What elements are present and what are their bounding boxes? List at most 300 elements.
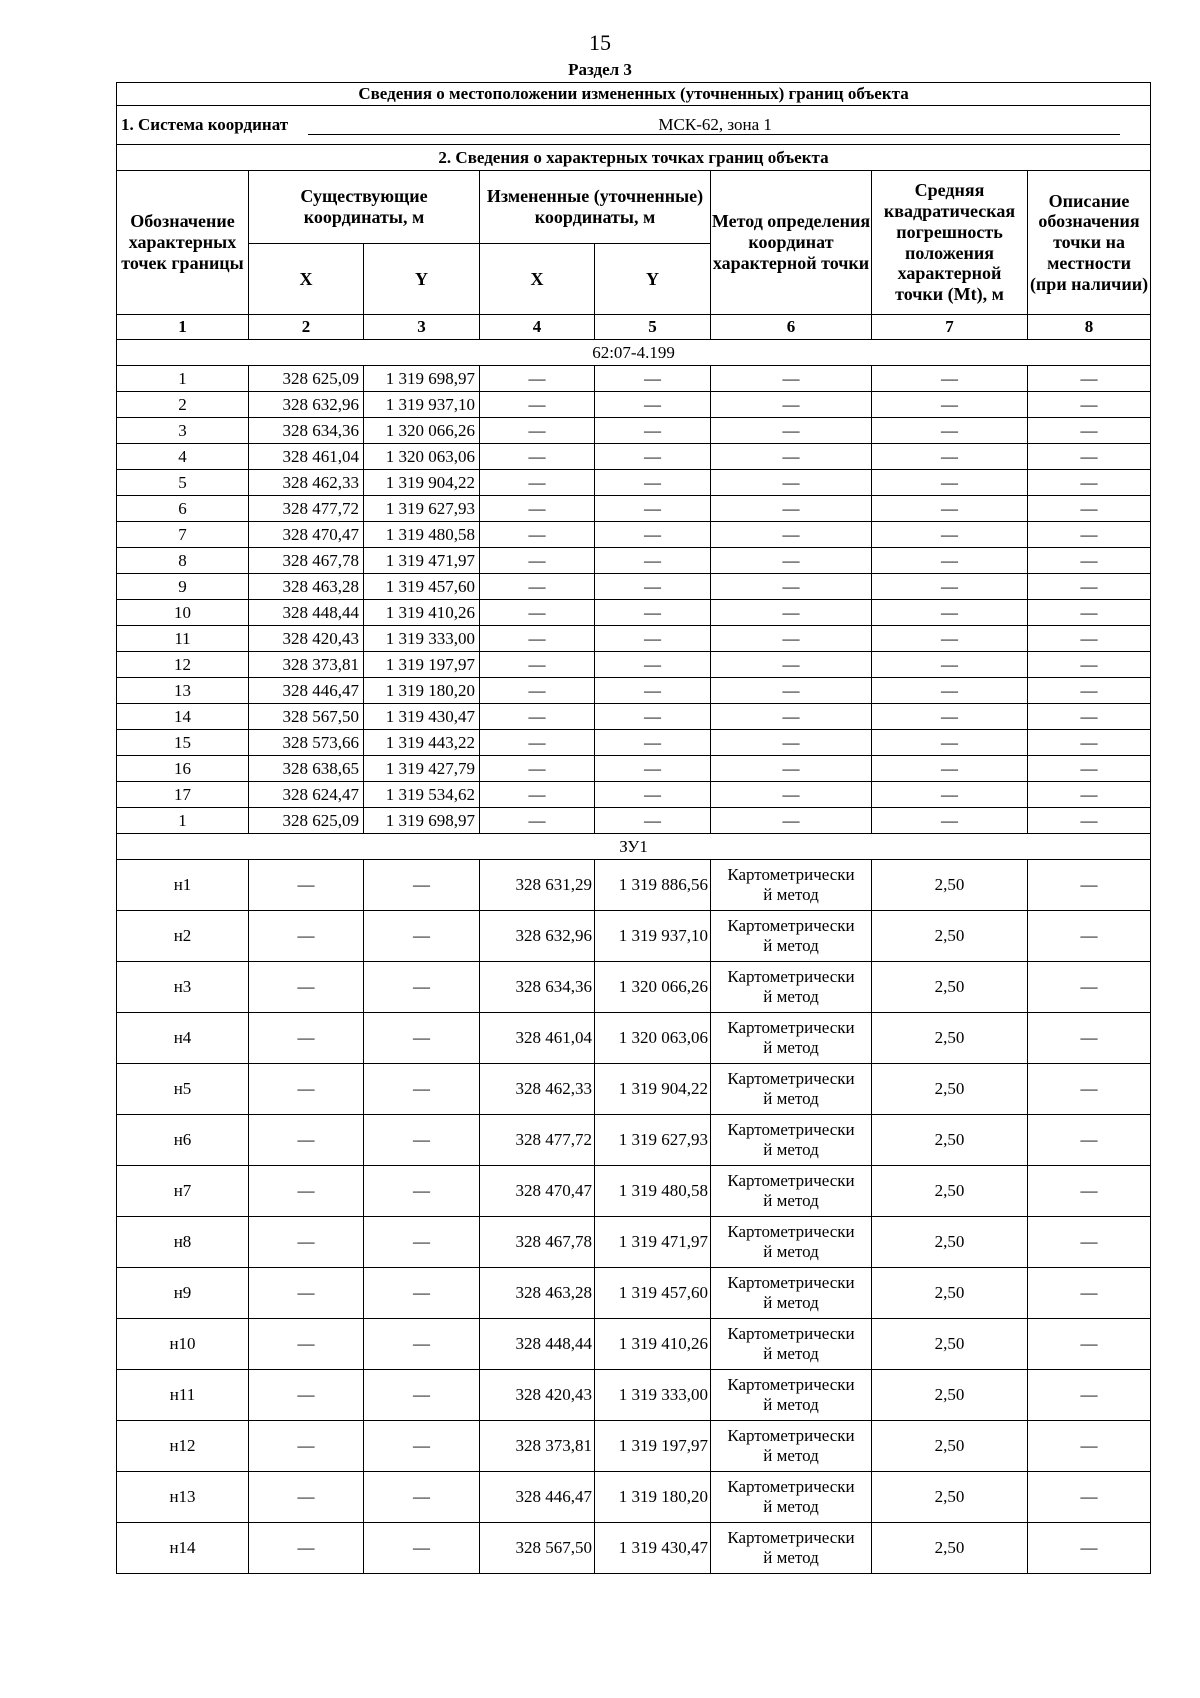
existing-y: — <box>364 1166 480 1217</box>
table-row <box>117 911 1151 962</box>
point-number: 5 <box>117 470 249 496</box>
mean-error: — <box>872 444 1028 470</box>
changed-y: — <box>595 782 711 808</box>
mean-error: — <box>872 678 1028 704</box>
mean-error: 2,50 <box>872 1268 1028 1319</box>
point-number: 11 <box>117 626 249 652</box>
mean-error: 2,50 <box>872 1319 1028 1370</box>
table-row <box>117 418 1151 444</box>
changed-y: 1 319 410,26 <box>595 1319 711 1370</box>
existing-y: 1 320 063,06 <box>364 444 480 470</box>
changed-y: — <box>595 392 711 418</box>
method: — <box>711 782 872 808</box>
changed-x: — <box>480 756 595 782</box>
description: — <box>1028 1319 1151 1370</box>
changed-x: — <box>480 366 595 392</box>
header-method: Метод определения координат характерной точки <box>711 171 872 315</box>
description: — <box>1028 911 1151 962</box>
table-row <box>117 522 1151 548</box>
method <box>711 1268 872 1319</box>
existing-x: — <box>249 1472 364 1523</box>
existing-x: 328 420,43 <box>249 626 364 652</box>
table-row <box>117 574 1151 600</box>
existing-y: 1 319 937,10 <box>364 392 480 418</box>
changed-x: — <box>480 730 595 756</box>
changed-x: 328 420,43 <box>480 1370 595 1421</box>
table-row <box>117 962 1151 1013</box>
changed-x: — <box>480 626 595 652</box>
existing-x: 328 567,50 <box>249 704 364 730</box>
method-line: Картометрически <box>727 1528 855 1548</box>
changed-x: 328 462,33 <box>480 1064 595 1115</box>
description: — <box>1028 730 1151 756</box>
description: — <box>1028 1421 1151 1472</box>
existing-x: — <box>249 1013 364 1064</box>
point-number: 16 <box>117 756 249 782</box>
method: — <box>711 392 872 418</box>
existing-x: 328 624,47 <box>249 782 364 808</box>
existing-y: 1 319 904,22 <box>364 470 480 496</box>
mean-error: — <box>872 808 1028 834</box>
existing-x: 328 462,33 <box>249 470 364 496</box>
description: — <box>1028 1472 1151 1523</box>
existing-y: 1 319 197,97 <box>364 652 480 678</box>
description: — <box>1028 1217 1151 1268</box>
column-number: 4 <box>480 315 595 340</box>
mean-error: — <box>872 756 1028 782</box>
existing-x: 328 448,44 <box>249 600 364 626</box>
page-number: 15 <box>589 30 611 55</box>
existing-y: 1 319 430,47 <box>364 704 480 730</box>
changed-x: — <box>480 392 595 418</box>
existing-x: — <box>249 1319 364 1370</box>
header-point-designation: Обозначение характерных точек границы <box>117 171 249 315</box>
method: — <box>711 496 872 522</box>
changed-y: 1 320 063,06 <box>595 1013 711 1064</box>
changed-y: 1 319 430,47 <box>595 1523 711 1574</box>
changed-x: — <box>480 704 595 730</box>
method-line: Картометрически <box>727 1222 855 1242</box>
method-line: Картометрически <box>727 1426 855 1446</box>
table-row <box>117 600 1151 626</box>
description: — <box>1028 366 1151 392</box>
existing-x: — <box>249 962 364 1013</box>
method <box>711 1319 872 1370</box>
method-line: й метод <box>763 1497 819 1516</box>
changed-y: 1 320 066,26 <box>595 962 711 1013</box>
existing-x: 328 373,81 <box>249 652 364 678</box>
changed-y: 1 319 333,00 <box>595 1370 711 1421</box>
existing-x: 328 446,47 <box>249 678 364 704</box>
column-number: 3 <box>364 315 480 340</box>
point-number: 15 <box>117 730 249 756</box>
existing-y: 1 319 180,20 <box>364 678 480 704</box>
group-name: 62:07-4.199 <box>117 340 1151 366</box>
method-line: Картометрически <box>727 967 855 987</box>
table-row <box>117 678 1151 704</box>
point-number: 7 <box>117 522 249 548</box>
existing-x: 328 632,96 <box>249 392 364 418</box>
changed-x: — <box>480 678 595 704</box>
table-row <box>117 1319 1151 1370</box>
changed-x: 328 373,81 <box>480 1421 595 1472</box>
table-row <box>117 366 1151 392</box>
changed-x: — <box>480 574 595 600</box>
column-number: 2 <box>249 315 364 340</box>
table-row <box>117 1268 1151 1319</box>
changed-x: 328 631,29 <box>480 860 595 911</box>
method <box>711 1166 872 1217</box>
description: — <box>1028 1370 1151 1421</box>
existing-y: — <box>364 1523 480 1574</box>
point-number: 14 <box>117 704 249 730</box>
mean-error: 2,50 <box>872 1115 1028 1166</box>
changed-y: 1 319 197,97 <box>595 1421 711 1472</box>
header-mean-error: Средняя квадратическая погрешность положения характерной точки (Mt), м <box>872 171 1028 315</box>
method-line: Картометрически <box>727 865 855 885</box>
changed-y: — <box>595 730 711 756</box>
point-number: 9 <box>117 574 249 600</box>
point-number: н3 <box>117 962 249 1013</box>
method-line: Картометрически <box>727 1324 855 1344</box>
method: — <box>711 522 872 548</box>
changed-y: — <box>595 522 711 548</box>
changed-x: 328 477,72 <box>480 1115 595 1166</box>
method-line: й метод <box>763 1344 819 1363</box>
method-line: Картометрически <box>727 1069 855 1089</box>
boundary-points-table <box>116 82 1151 1574</box>
existing-y: — <box>364 1472 480 1523</box>
coordinate-system-label: 1. Система координат <box>121 115 289 135</box>
group-name: ЗУ1 <box>117 834 1151 860</box>
existing-y: — <box>364 1064 480 1115</box>
mean-error: 2,50 <box>872 1523 1028 1574</box>
method-line: Картометрически <box>727 1018 855 1038</box>
method: — <box>711 470 872 496</box>
method-line: Картометрически <box>727 1171 855 1191</box>
method <box>711 962 872 1013</box>
table-row <box>117 1064 1151 1115</box>
changed-x: 328 448,44 <box>480 1319 595 1370</box>
method <box>711 1217 872 1268</box>
point-number: 4 <box>117 444 249 470</box>
table-row <box>117 1217 1151 1268</box>
existing-x: 328 625,09 <box>249 366 364 392</box>
method: — <box>711 704 872 730</box>
group-header-row <box>117 340 1151 366</box>
description: — <box>1028 418 1151 444</box>
header-changed-y: Y <box>595 244 711 315</box>
point-number: 6 <box>117 496 249 522</box>
description: — <box>1028 470 1151 496</box>
existing-x: — <box>249 1523 364 1574</box>
table-row <box>117 860 1151 911</box>
header-existing-x: X <box>249 244 364 315</box>
existing-y: — <box>364 1319 480 1370</box>
changed-y: — <box>595 652 711 678</box>
method-line: й метод <box>763 987 819 1006</box>
method: — <box>711 808 872 834</box>
method-line: Картометрически <box>727 1120 855 1140</box>
description: — <box>1028 704 1151 730</box>
header-description: Описание обозначения точки на местности (при наличии) <box>1028 171 1151 315</box>
changed-y: 1 319 904,22 <box>595 1064 711 1115</box>
method-line: й метод <box>763 1446 819 1465</box>
mean-error: — <box>872 652 1028 678</box>
existing-x: — <box>249 1064 364 1115</box>
existing-y: 1 319 457,60 <box>364 574 480 600</box>
method: — <box>711 366 872 392</box>
description: — <box>1028 678 1151 704</box>
existing-x: — <box>249 1370 364 1421</box>
method: — <box>711 600 872 626</box>
table-title: Сведения о местоположении измененных (уточненных) границ объекта <box>117 83 1151 106</box>
existing-x: 328 461,04 <box>249 444 364 470</box>
column-number: 1 <box>117 315 249 340</box>
mean-error: — <box>872 366 1028 392</box>
table-row <box>117 1166 1151 1217</box>
changed-x: — <box>480 808 595 834</box>
existing-y: 1 319 427,79 <box>364 756 480 782</box>
method-line: й метод <box>763 1140 819 1159</box>
changed-y: — <box>595 496 711 522</box>
table-row <box>117 1013 1151 1064</box>
method-line: й метод <box>763 1242 819 1261</box>
point-number: н11 <box>117 1370 249 1421</box>
point-number: 3 <box>117 418 249 444</box>
changed-y: — <box>595 548 711 574</box>
point-number: н12 <box>117 1421 249 1472</box>
method <box>711 911 872 962</box>
point-number: 1 <box>117 808 249 834</box>
coordinate-system-row <box>117 106 1151 145</box>
method-line: й метод <box>763 1191 819 1210</box>
existing-y: — <box>364 1370 480 1421</box>
point-number: н10 <box>117 1319 249 1370</box>
table-row <box>117 548 1151 574</box>
mean-error: — <box>872 522 1028 548</box>
changed-x: — <box>480 548 595 574</box>
method: — <box>711 730 872 756</box>
changed-x: — <box>480 444 595 470</box>
mean-error: — <box>872 704 1028 730</box>
table-row <box>117 1421 1151 1472</box>
description: — <box>1028 652 1151 678</box>
section-title: Раздел 3 <box>568 60 632 79</box>
mean-error: 2,50 <box>872 1064 1028 1115</box>
existing-y: 1 319 333,00 <box>364 626 480 652</box>
existing-x: 328 573,66 <box>249 730 364 756</box>
mean-error: — <box>872 574 1028 600</box>
mean-error: 2,50 <box>872 911 1028 962</box>
method-line: Картометрически <box>727 1477 855 1497</box>
table-row <box>117 1472 1151 1523</box>
method: — <box>711 548 872 574</box>
existing-y: — <box>364 860 480 911</box>
changed-y: — <box>595 678 711 704</box>
existing-x: — <box>249 860 364 911</box>
table-row <box>117 496 1151 522</box>
changed-y: — <box>595 470 711 496</box>
point-number: 10 <box>117 600 249 626</box>
method: — <box>711 626 872 652</box>
header-existing-coords: Существующие координаты, м <box>249 171 480 244</box>
table-row <box>117 704 1151 730</box>
mean-error: — <box>872 548 1028 574</box>
changed-y: 1 319 457,60 <box>595 1268 711 1319</box>
changed-x: — <box>480 600 595 626</box>
existing-x: — <box>249 1421 364 1472</box>
mean-error: 2,50 <box>872 962 1028 1013</box>
method <box>711 1523 872 1574</box>
method-line: й метод <box>763 1548 819 1567</box>
existing-y: 1 319 627,93 <box>364 496 480 522</box>
table-row <box>117 782 1151 808</box>
changed-x: 328 634,36 <box>480 962 595 1013</box>
changed-x: — <box>480 522 595 548</box>
description: — <box>1028 808 1151 834</box>
changed-y: 1 319 480,58 <box>595 1166 711 1217</box>
point-number: 12 <box>117 652 249 678</box>
table-row <box>117 1115 1151 1166</box>
existing-x: 328 467,78 <box>249 548 364 574</box>
table-row <box>117 756 1151 782</box>
changed-y: — <box>595 756 711 782</box>
existing-y: — <box>364 911 480 962</box>
changed-y: 1 319 937,10 <box>595 911 711 962</box>
existing-y: 1 319 471,97 <box>364 548 480 574</box>
existing-x: — <box>249 911 364 962</box>
changed-y: — <box>595 600 711 626</box>
table-row <box>117 626 1151 652</box>
changed-x: 328 632,96 <box>480 911 595 962</box>
description: — <box>1028 1013 1151 1064</box>
point-number: н1 <box>117 860 249 911</box>
method: — <box>711 652 872 678</box>
changed-x: — <box>480 496 595 522</box>
point-number: 1 <box>117 366 249 392</box>
table-row <box>117 730 1151 756</box>
changed-y: — <box>595 366 711 392</box>
table-row <box>117 392 1151 418</box>
group-header-row <box>117 834 1151 860</box>
existing-y: 1 319 534,62 <box>364 782 480 808</box>
mean-error: 2,50 <box>872 1217 1028 1268</box>
table-row <box>117 1370 1151 1421</box>
mean-error: 2,50 <box>872 860 1028 911</box>
table-row <box>117 808 1151 834</box>
method <box>711 1421 872 1472</box>
method-line: Картометрически <box>727 1273 855 1293</box>
existing-x: 328 463,28 <box>249 574 364 600</box>
mean-error: 2,50 <box>872 1013 1028 1064</box>
column-number: 5 <box>595 315 711 340</box>
table-row <box>117 652 1151 678</box>
column-number: 6 <box>711 315 872 340</box>
method-line: й метод <box>763 936 819 955</box>
point-number: 13 <box>117 678 249 704</box>
point-number: 2 <box>117 392 249 418</box>
point-number: н8 <box>117 1217 249 1268</box>
existing-y: — <box>364 962 480 1013</box>
existing-x: — <box>249 1166 364 1217</box>
changed-x: — <box>480 470 595 496</box>
description: — <box>1028 548 1151 574</box>
existing-y: — <box>364 1268 480 1319</box>
changed-y: — <box>595 626 711 652</box>
existing-x: 328 634,36 <box>249 418 364 444</box>
method <box>711 1370 872 1421</box>
point-number: н4 <box>117 1013 249 1064</box>
method: — <box>711 756 872 782</box>
description: — <box>1028 444 1151 470</box>
mean-error: — <box>872 730 1028 756</box>
mean-error: — <box>872 470 1028 496</box>
description: — <box>1028 1268 1151 1319</box>
mean-error: — <box>872 496 1028 522</box>
mean-error: — <box>872 782 1028 808</box>
existing-x: — <box>249 1268 364 1319</box>
changed-y: 1 319 180,20 <box>595 1472 711 1523</box>
changed-y: — <box>595 444 711 470</box>
point-number: н13 <box>117 1472 249 1523</box>
description: — <box>1028 782 1151 808</box>
method-line: й метод <box>763 1089 819 1108</box>
description: — <box>1028 1064 1151 1115</box>
description: — <box>1028 392 1151 418</box>
changed-y: 1 319 627,93 <box>595 1115 711 1166</box>
changed-x: 328 446,47 <box>480 1472 595 1523</box>
changed-x: 328 470,47 <box>480 1166 595 1217</box>
mean-error: — <box>872 600 1028 626</box>
existing-y: — <box>364 1115 480 1166</box>
description: — <box>1028 496 1151 522</box>
point-number: 17 <box>117 782 249 808</box>
header-changed-coords: Измененные (уточненные) координаты, м <box>480 171 711 244</box>
method-line: й метод <box>763 1293 819 1312</box>
column-number: 7 <box>872 315 1028 340</box>
coordinate-system-value: МСК-62, зона 1 <box>308 115 1120 136</box>
changed-x: — <box>480 782 595 808</box>
point-number: н2 <box>117 911 249 962</box>
existing-x: 328 477,72 <box>249 496 364 522</box>
existing-x: 328 470,47 <box>249 522 364 548</box>
description: — <box>1028 962 1151 1013</box>
existing-x: 328 638,65 <box>249 756 364 782</box>
method-line: й метод <box>763 1395 819 1414</box>
changed-x: 328 567,50 <box>480 1523 595 1574</box>
method <box>711 1013 872 1064</box>
changed-y: — <box>595 704 711 730</box>
existing-x: — <box>249 1217 364 1268</box>
method <box>711 1472 872 1523</box>
method: — <box>711 418 872 444</box>
header-changed-x: X <box>480 244 595 315</box>
changed-x: — <box>480 652 595 678</box>
mean-error: — <box>872 418 1028 444</box>
existing-y: 1 319 698,97 <box>364 808 480 834</box>
method-line: й метод <box>763 885 819 904</box>
method-line: Картометрически <box>727 916 855 936</box>
changed-y: 1 319 886,56 <box>595 860 711 911</box>
description: — <box>1028 522 1151 548</box>
description: — <box>1028 1115 1151 1166</box>
changed-x: 328 461,04 <box>480 1013 595 1064</box>
existing-y: 1 319 443,22 <box>364 730 480 756</box>
changed-x: — <box>480 418 595 444</box>
mean-error: — <box>872 392 1028 418</box>
point-number: н9 <box>117 1268 249 1319</box>
